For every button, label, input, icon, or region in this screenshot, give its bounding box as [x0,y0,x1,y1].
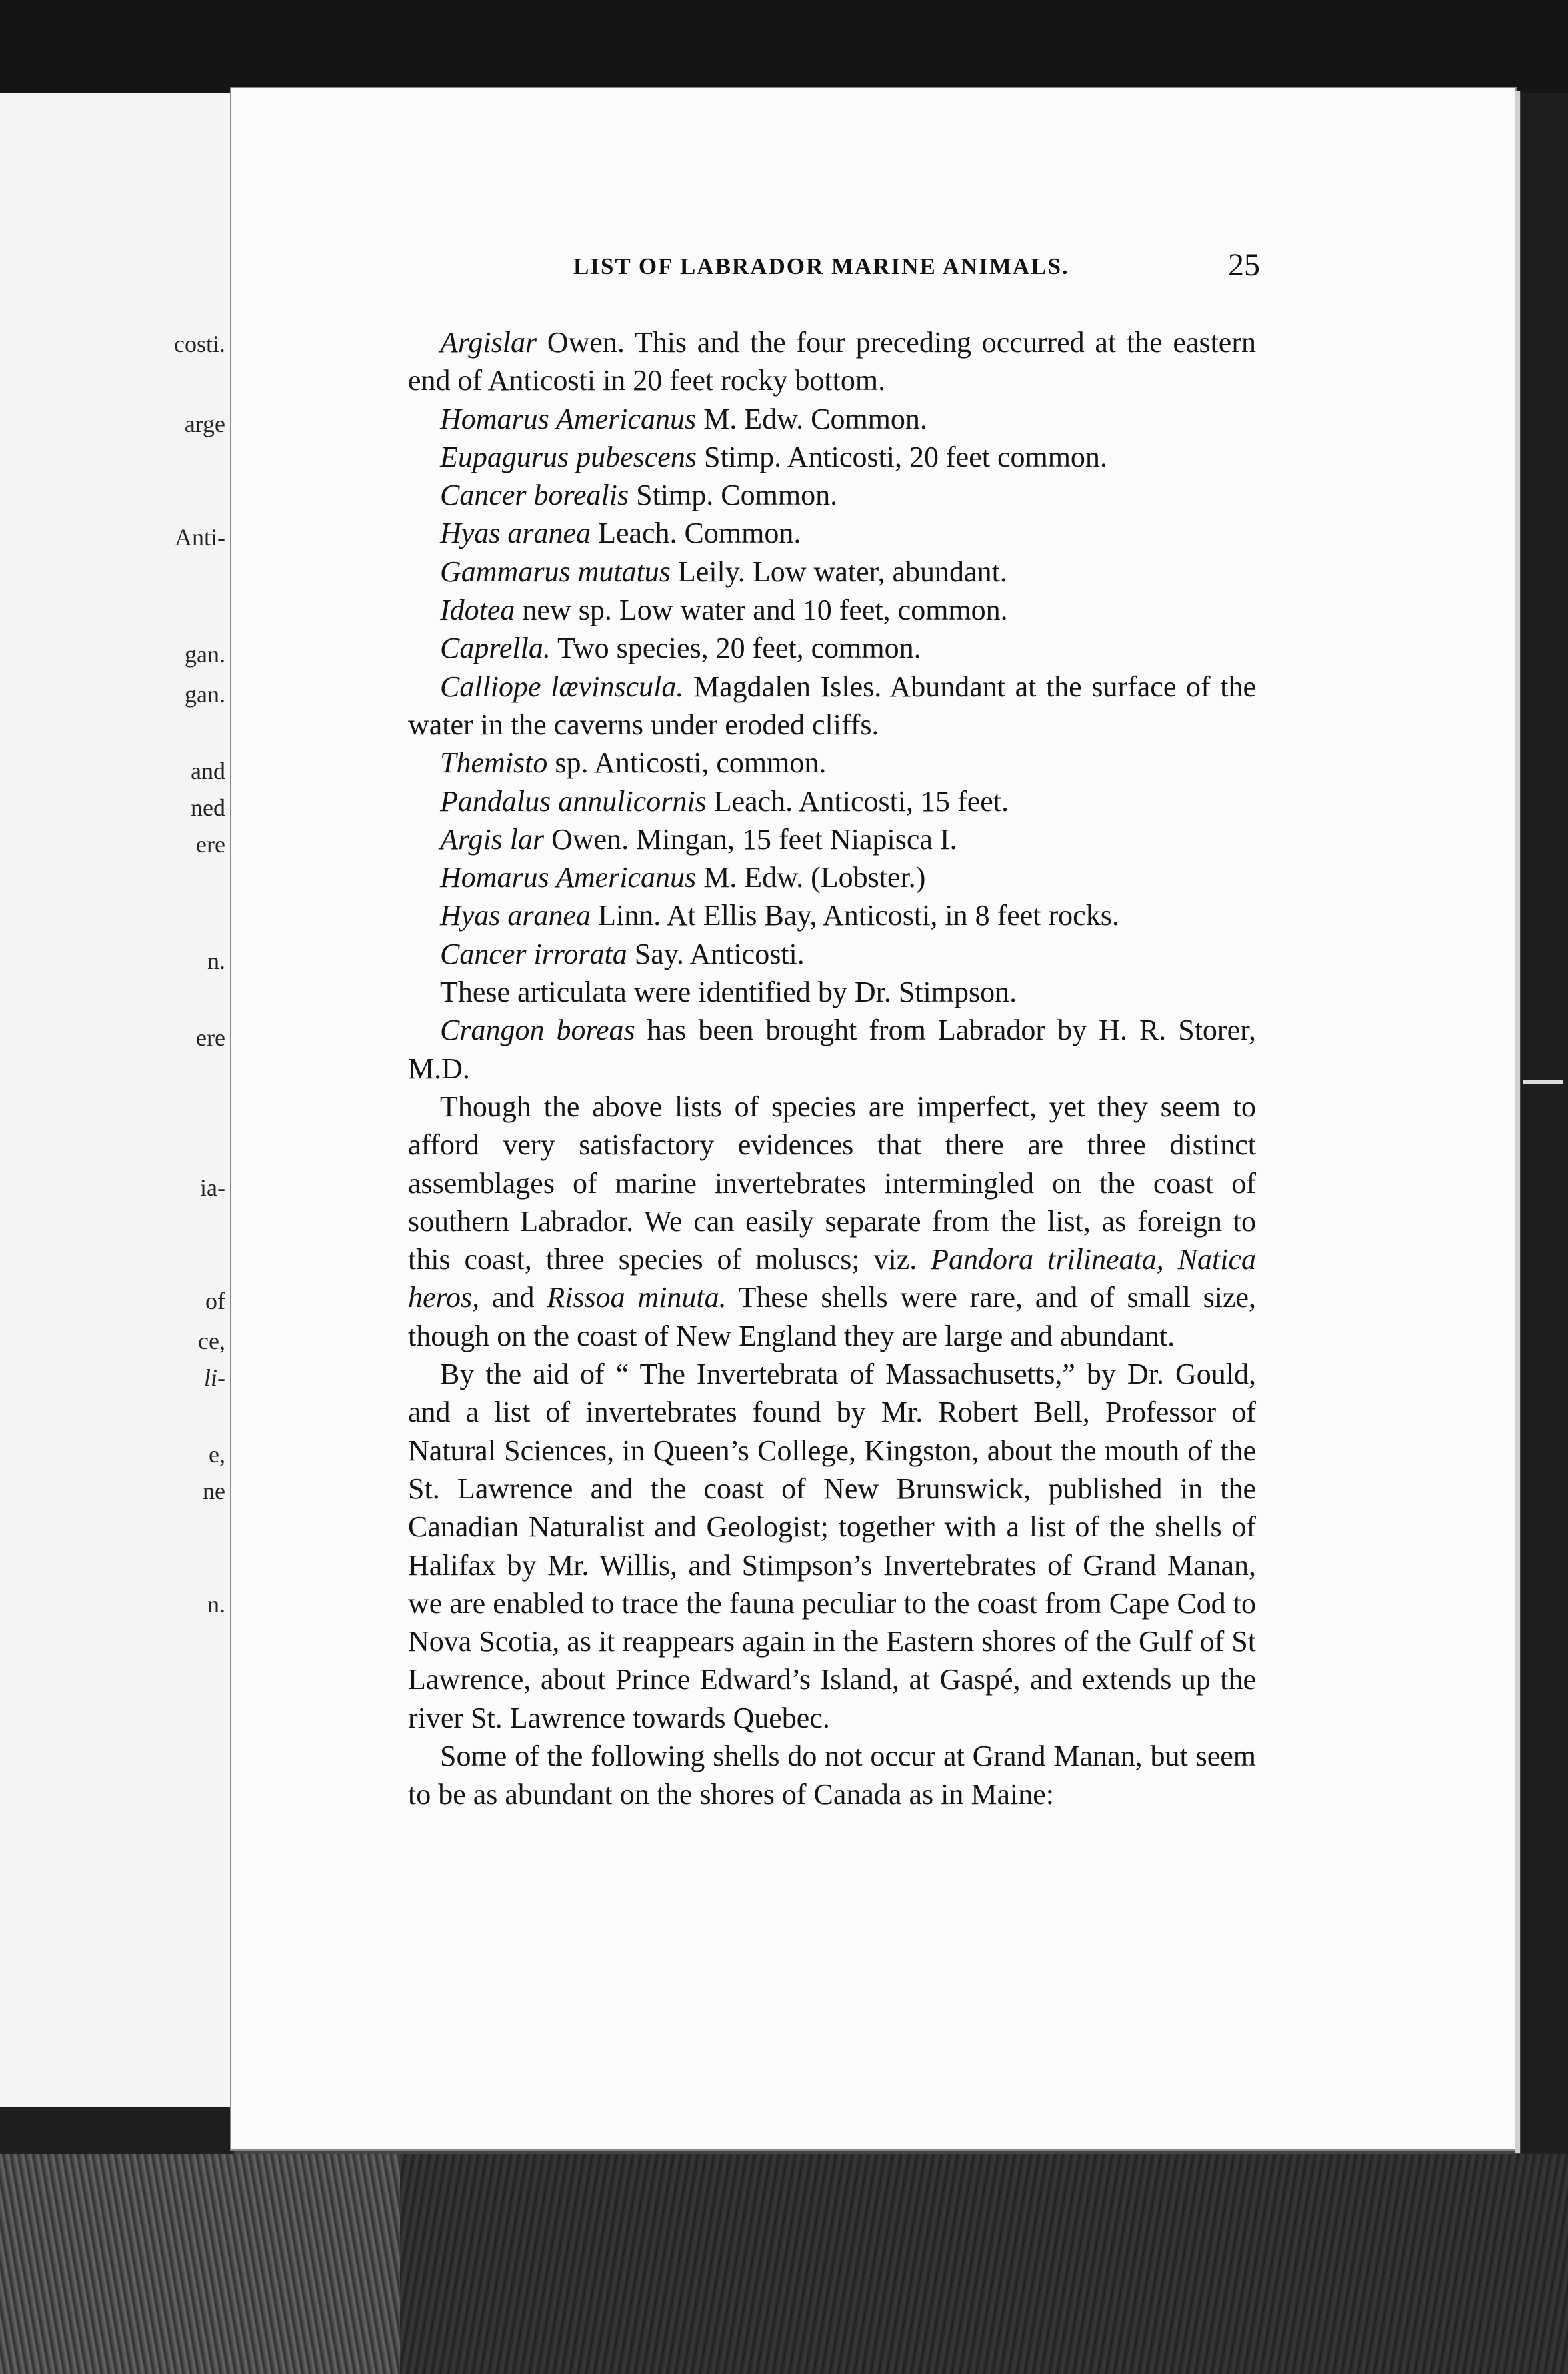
species-name: Cancer borealis [440,479,629,512]
species-note: M. Edw. Common. [696,402,927,435]
left-fragment: gan. [185,681,225,708]
left-fragment: costi. [174,331,225,357]
species-name: Cancer irrorata [440,937,627,970]
species-entry [408,782,1256,820]
species-name: Calliope lævinscula. [440,670,684,703]
species-entry [408,514,1256,552]
species-note: Stimp. Common. [629,479,838,512]
species-note: Say. Anticosti. [627,937,805,970]
species-entry [408,629,1256,667]
species-note: Linn. At Ellis Bay, Anticosti, in 8 feet rocks. [591,899,1119,932]
species-note: Magdalen Isles. Abundant at the surface of the water in the caverns under eroded cliffs. [408,670,1256,741]
left-fragment: n. [207,948,225,974]
species-name: Themisto [440,746,548,780]
species-entry [408,476,1256,514]
book-cover-texture [0,2154,400,2374]
species-note: Two species, 20 feet, common. [550,632,921,665]
left-fragment: li- [204,1364,225,1391]
species-name: Eupagurus pubescens [440,440,697,473]
left-fragment: ne [203,1478,225,1504]
species-entry [408,400,1256,438]
paragraph: By the aid of “ The Invertebrata of Massachusetts,” by Dr. Gould, and a list of invertebrates found by Mr. Robert Bell, Professor of Natural Sciences, in Queen’s College, Kingston, about the mouth of the St. Lawrence and the coast of New Brunswick, published in the Canadian Naturalist and Geologist; together with a list of the shells of Halifax by Mr. Willis, and Stimpson’s Invertebrates of Grand Manan, we are enabled to trace the fauna peculiar to the coast from Cape Cod to Nova Scotia, as it reappears again in the Eastern shores of the Gulf of St Lawrence, about Prince Edward’s Island, at Gaspé, and extends up the river St. Lawrence towards Quebec. [408,1358,1256,1734]
species-note: Leach. Anticosti, 15 feet. [706,784,1009,818]
left-fragment: gan. [185,641,225,668]
species-note: new sp. Low water and 10 feet, common. [515,594,1008,627]
page-body [408,323,1256,1814]
species-entry [408,744,1256,782]
left-fragment: ce, [198,1328,225,1354]
left-fragment: ned [191,794,225,821]
species-name: Homarus Americanus [440,402,697,435]
page-edge [1515,91,1520,2153]
left-fragment: of [205,1288,225,1314]
species-name: Pandalus annulicornis [440,784,707,818]
species-name: Caprella. [440,632,551,665]
species-entry [408,858,1256,896]
species-entry [408,935,1256,973]
background-top [0,0,1568,93]
species-note: sp. Anticosti, common. [547,746,827,780]
species-name: Idotea [440,594,515,627]
left-fragment: ere [196,1024,225,1051]
crangon-entry [408,1011,1256,1088]
left-fragment: Anti- [175,524,225,551]
left-fragment: arge [184,411,225,437]
species-note: Owen. Mingan, 15 feet Niapisca I. [544,822,957,856]
species-name: Homarus Americanus [440,861,697,894]
species-entry [408,591,1256,629]
species-name: Gammarus mutatus [440,555,671,588]
species-name: Crangon boreas [440,1014,635,1047]
species-entry [408,896,1256,934]
species-name: Hyas aranea [440,517,591,550]
species-name: Hyas aranea [440,899,591,932]
left-facing-page [0,93,235,2107]
page-mark [1523,1080,1563,1084]
species-entry [408,553,1256,591]
species-entry [408,323,1256,400]
species-note: has been brought from Labrador by H. R. Storer, M.D. [408,1014,1257,1085]
species-note: Stimp. Anticosti, 20 feet common. [696,440,1107,473]
left-fragment: e, [209,1441,225,1468]
species-name: Argis lar [440,822,545,856]
species-name: Argislar [440,326,537,359]
page-number: 25 [1228,247,1260,283]
species-note: M. Edw. (Lobster.) [696,861,926,894]
species-entry [408,820,1256,858]
left-fragment: n. [207,1591,225,1618]
species-note: Owen. This and the four preceding occurred at the eastern end of Anticosti in 20 feet rocky bottom. [408,326,1256,397]
species-entry [408,668,1256,744]
species-note: Leily. Low water, abundant. [670,555,1007,588]
running-header: LIST OF LABRADOR MARINE ANIMALS. [573,253,1069,279]
left-fragment: ia- [200,1174,225,1201]
species-note: Leach. Common. [591,517,801,550]
identification-note: These articulata were identified by Dr. Stimpson. [440,976,1017,1009]
paragraph: Though the above lists of species are imperfect, yet they seem to afford very satisfactory evidences that there are three distinct assemblages of marine invertebrates intermingled on the coast of southern Labrador. We can easily separate from the list, as foreign to this coast, three species of moluscs; viz. Pandora trilineata, Natica heros, and Rissoa minuta. These shells were rare, and of small size, though on the coast of New England they are large and abundant. [408,1090,1257,1352]
left-fragment: ere [196,831,225,858]
left-fragment: and [191,758,225,784]
paragraph: Some of the following shells do not occur at Grand Manan, but seem to be as abundant on the shores of Canada as in Maine: [408,1739,1256,1811]
species-entry [408,438,1256,476]
